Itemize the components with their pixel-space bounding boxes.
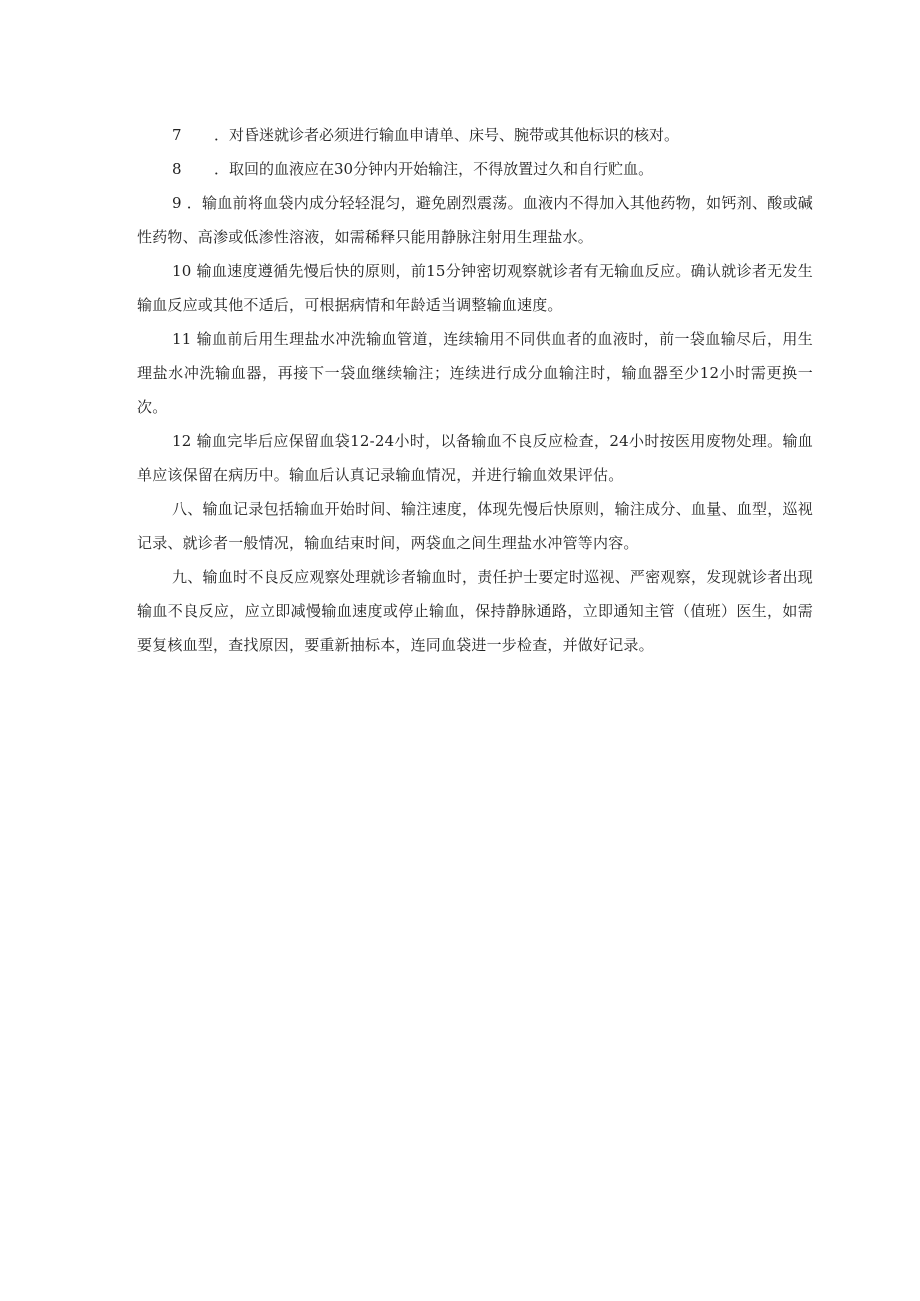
list-item-number: 8 <box>172 160 182 178</box>
paragraph-item-10: 10 输血速度遵循先慢后快的原则，前15分钟密切观察就诊者有无输血反应。确认就诊者无发生输血反应或其他不适后，可根据病情和年龄适当调整输血速度。 <box>137 262 813 314</box>
paragraph-section-9-adverse-reaction: 九、输血时不良反应观察处理就诊者输血时，责任护士要定时巡视、严密观察，发现就诊者出现输血不良反应，应立即减慢输血速度或停止输血，保持静脉通路，立即通知主管（值班）医生，如需要复核血型，查找原因，要重新抽标本，连同血袋进一步检查，并做好记录。 <box>137 568 813 654</box>
list-item-8 <box>137 152 813 186</box>
list-item-text: ．对昏迷就诊者必须进行输血申请单、床号、腕带或其他标识的核对。 <box>214 126 680 144</box>
document-body <box>137 118 813 662</box>
list-item-number: 7 <box>172 126 182 144</box>
list-item-text: ．取回的血液应在30分钟内开始输注，不得放置过久和自行贮血。 <box>214 160 654 178</box>
paragraph-item-12: 12 输血完毕后应保留血袋12-24小时，以备输血不良反应检查，24小时按医用废物处理。输血单应该保留在病历中。输血后认真记录输血情况，并进行输血效果评估。 <box>137 432 813 484</box>
paragraph-item-9: 9 ．输血前将血袋内成分轻轻混匀，避免剧烈震荡。血液内不得加入其他药物，如钙剂、酸或碱性药物、高渗或低渗性溶液，如需稀释只能用静脉注射用生理盐水。 <box>137 194 813 246</box>
paragraph-section-8-transfusion-record: 八、输血记录包括输血开始时间、输注速度，体现先慢后快原则，输注成分、血量、血型，巡视记录、就诊者一般情况，输血结束时间，两袋血之间生理盐水冲管等内容。 <box>137 500 813 552</box>
list-item-7 <box>137 118 813 152</box>
paragraph-item-11: 11 输血前后用生理盐水冲洗输血管道，连续输用不同供血者的血液时，前一袋血输尽后，用生理盐水冲洗输血器，再接下一袋血继续输注；连续进行成分血输注时，输血器至少12小时需更换一次。 <box>137 330 813 416</box>
